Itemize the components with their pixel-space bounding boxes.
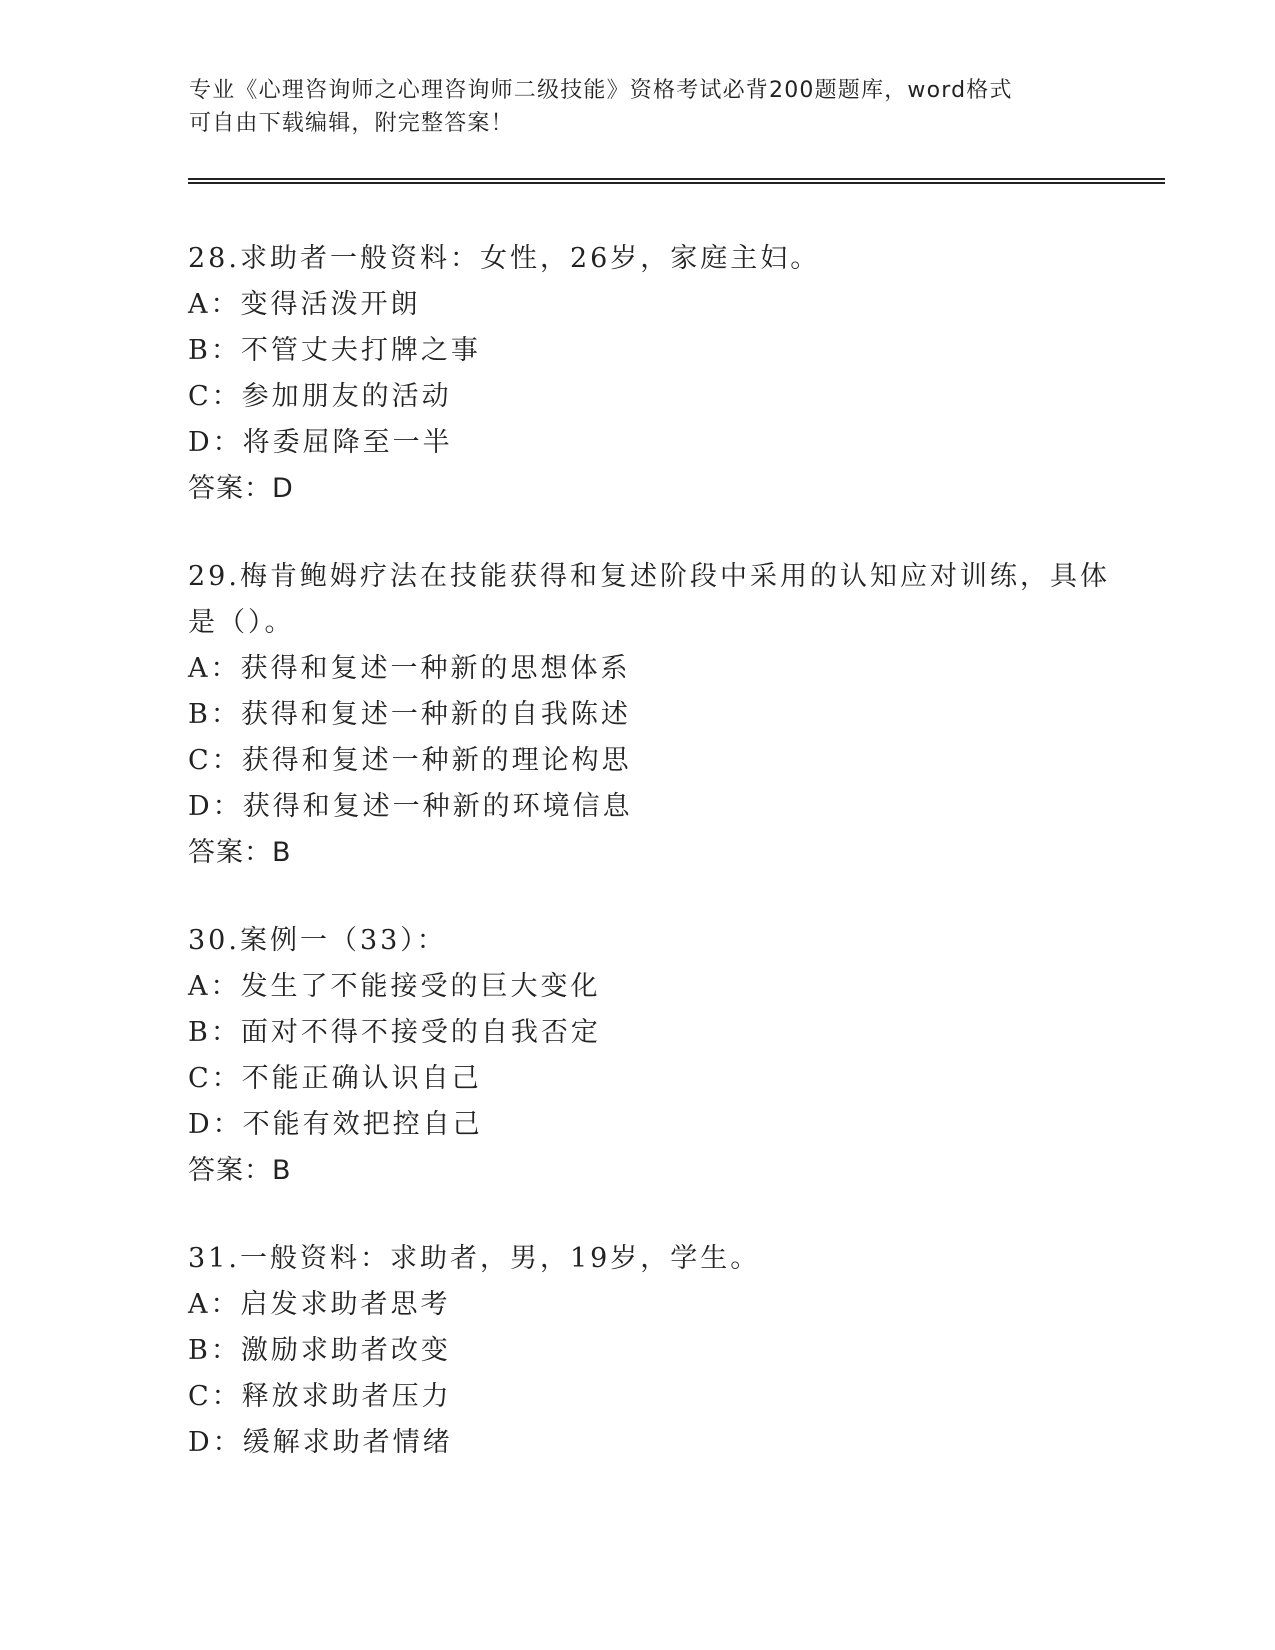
answer-line: 答案：B <box>188 1155 292 1186</box>
option-a: A：变得活泼开朗 <box>188 289 421 320</box>
option-b: B：不管丈夫打牌之事 <box>188 335 481 366</box>
header-line-2: 可自由下载编辑，附完整答案！ <box>189 111 514 136</box>
question-stem: 29.梅肯鲍姆疗法在技能获得和复述阶段中采用的认知应对训练，具体是（）。 <box>188 561 1110 638</box>
question-stem: 28.求助者一般资料：女性，26岁，家庭主妇。 <box>188 243 821 274</box>
option-d: D：不能有效把控自己 <box>188 1109 483 1140</box>
option-c: C：参加朋友的活动 <box>188 381 452 412</box>
option-a: A：发生了不能接受的巨大变化 <box>188 971 601 1002</box>
question-31 <box>188 1236 1128 1466</box>
question-29 <box>188 554 1128 876</box>
option-b: B：获得和复述一种新的自我陈述 <box>188 699 631 730</box>
option-d: D：获得和复述一种新的环境信息 <box>188 791 633 822</box>
document-header <box>189 74 1089 140</box>
question-list <box>188 236 1128 1508</box>
option-c: C：获得和复述一种新的理论构思 <box>188 745 632 776</box>
question-stem: 31.一般资料：求助者，男，19岁，学生。 <box>188 1243 761 1274</box>
question-28 <box>188 236 1128 512</box>
header-divider <box>188 178 1165 184</box>
question-stem: 30.案例一（33）： <box>188 925 447 956</box>
question-30 <box>188 918 1128 1194</box>
option-b: B：激励求助者改变 <box>188 1335 451 1366</box>
answer-line: 答案：D <box>188 473 294 504</box>
option-a: A：启发求助者思考 <box>188 1289 451 1320</box>
option-b: B：面对不得不接受的自我否定 <box>188 1017 601 1048</box>
option-c: C：不能正确认识自己 <box>188 1063 482 1094</box>
answer-line: 答案：B <box>188 837 292 868</box>
option-d: D：缓解求助者情绪 <box>188 1427 453 1458</box>
header-line-1: 专业《心理咨询师之心理咨询师二级技能》资格考试必背200题题库，word格式 <box>189 78 1013 103</box>
option-d: D：将委屈降至一半 <box>188 427 453 458</box>
option-c: C：释放求助者压力 <box>188 1381 452 1412</box>
option-a: A：获得和复述一种新的思想体系 <box>188 653 631 684</box>
